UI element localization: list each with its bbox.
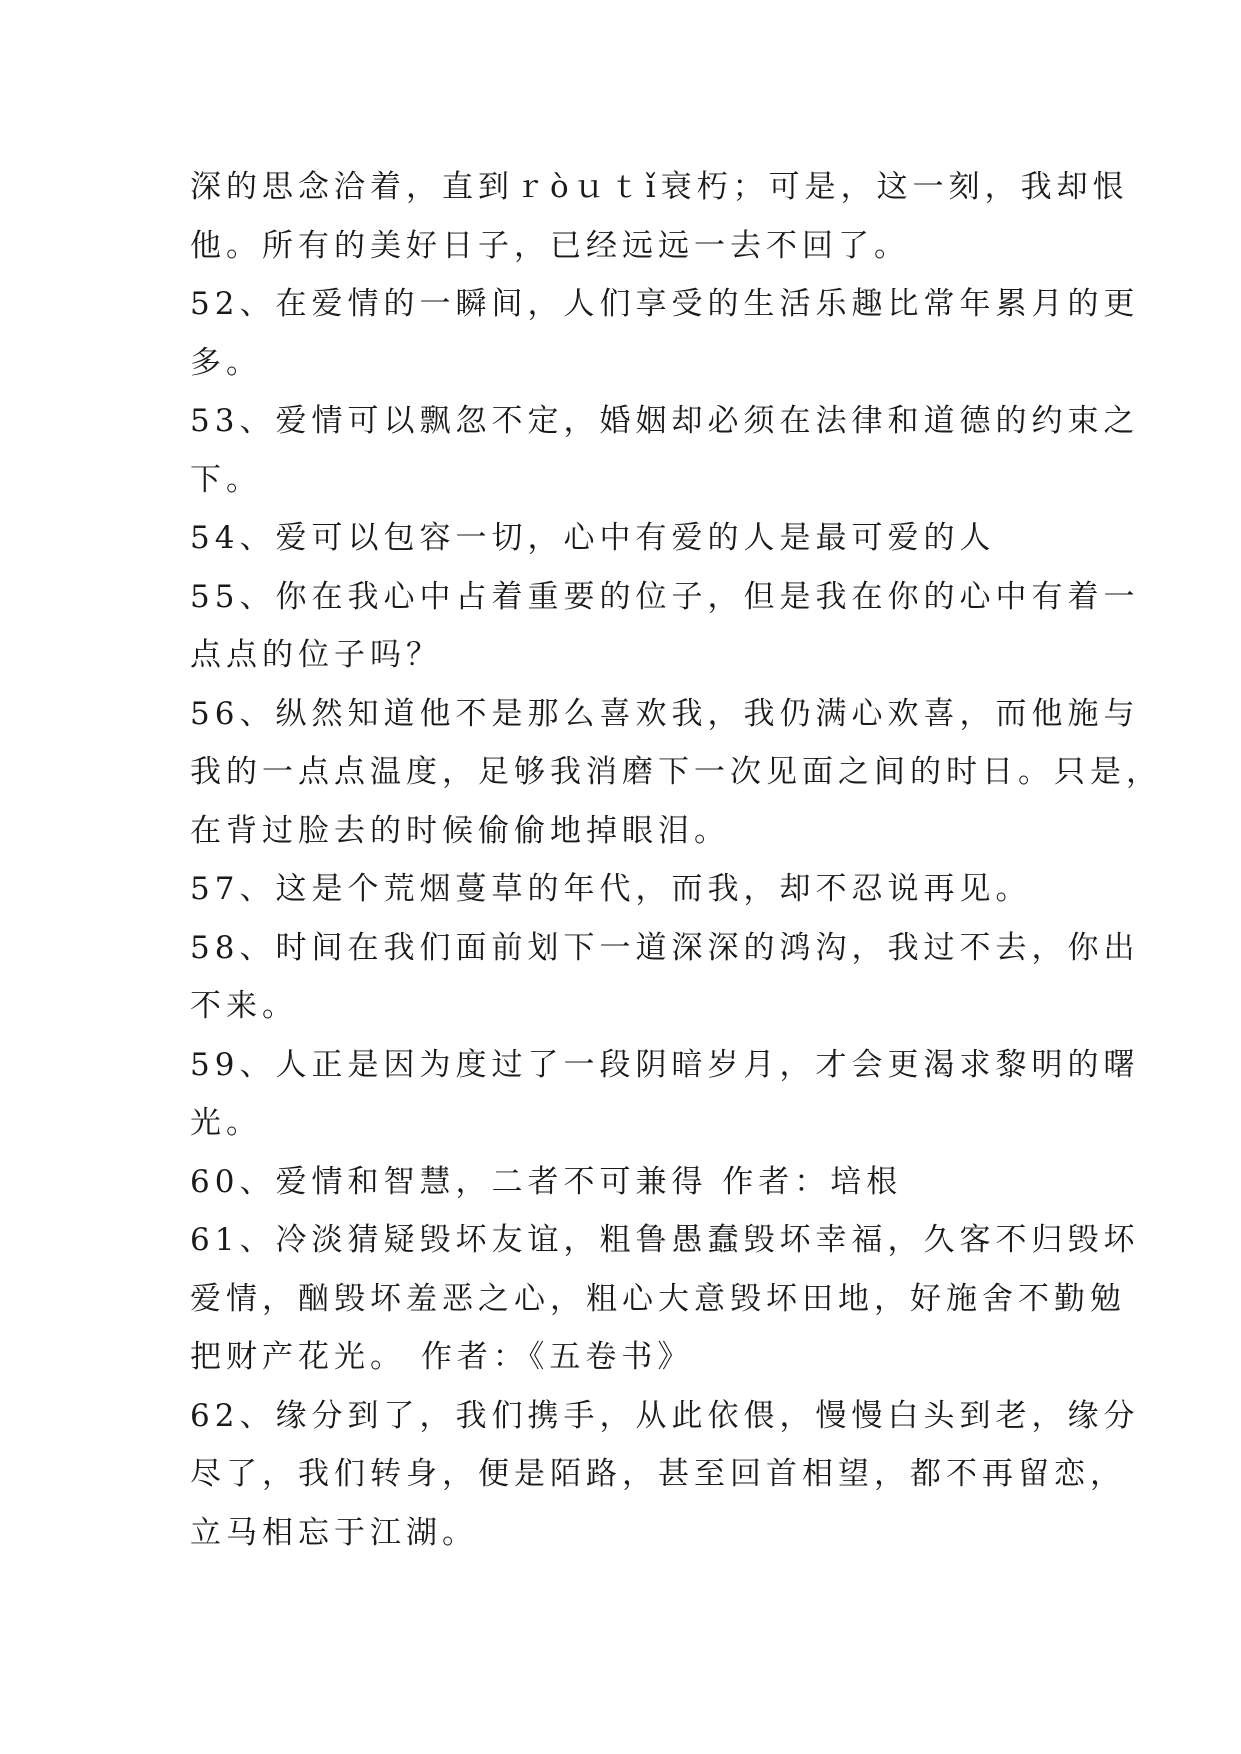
- text-line: 多。: [190, 344, 262, 381]
- text-line: 55、你在我心中占着重要的位子，但是我在你的心中有着一: [190, 578, 1140, 615]
- text-line: 53、爱情可以飘忽不定，婚姻却必须在法律和道德的约束之: [190, 403, 1140, 439]
- document-body: [190, 158, 1162, 1562]
- text-line: 我的一点点温度，足够我消磨下一次见面之间的时日。只是，: [190, 754, 1162, 790]
- text-line: 在背过脸去的时候偷偷地掉眼泪。: [190, 812, 730, 849]
- text-line: 把财产花光。 作者：《五卷书》: [190, 1339, 694, 1375]
- text-line: 54、爱可以包容一切，心中有爱的人是最可爱的人: [190, 520, 996, 556]
- text-line: 光。: [190, 1105, 262, 1141]
- text-line: 59、人正是因为度过了一段阴暗岁月，才会更渴求黎明的曙: [190, 1046, 1140, 1083]
- text-line: 他。所有的美好日子，已经远远一去不回了。: [190, 227, 910, 264]
- text-line: 点点的位子吗？: [190, 637, 442, 673]
- text-line: 61、冷淡猜疑毁坏友谊，粗鲁愚蠢毁坏幸福，久客不归毁坏: [190, 1222, 1140, 1258]
- text-line: 不来。: [190, 988, 298, 1024]
- text-line: 58、时间在我们面前划下一道深深的鸿沟，我过不去，你出: [190, 929, 1140, 966]
- text-line: 立马相忘于江湖。: [190, 1514, 478, 1551]
- text-line: 深的思念洽着，直到ｒòｕｔǐ衰朽；可是，这一刻，我却恨: [190, 169, 1129, 205]
- text-line: 62、缘分到了，我们携手，从此依偎，慢慢白头到老，缘分: [190, 1397, 1140, 1434]
- text-line: 52、在爱情的一瞬间，人们享受的生活乐趣比常年累月的更: [190, 286, 1140, 322]
- text-line: 爱情，酗毁坏羞恶之心，粗心大意毁坏田地，好施舍不勤勉: [190, 1280, 1126, 1317]
- text-line: 尽了，我们转身，便是陌路，甚至回首相望，都不再留恋，: [190, 1456, 1126, 1492]
- text-line: 56、纵然知道他不是那么喜欢我，我仍满心欢喜，而他施与: [190, 695, 1140, 732]
- text-line: 下。: [190, 461, 262, 498]
- text-line: 60、爱情和智慧，二者不可兼得 作者：培根: [190, 1163, 903, 1200]
- text-line: 57、这是个荒烟蔓草的年代，而我，却不忍说再见。: [190, 871, 1032, 907]
